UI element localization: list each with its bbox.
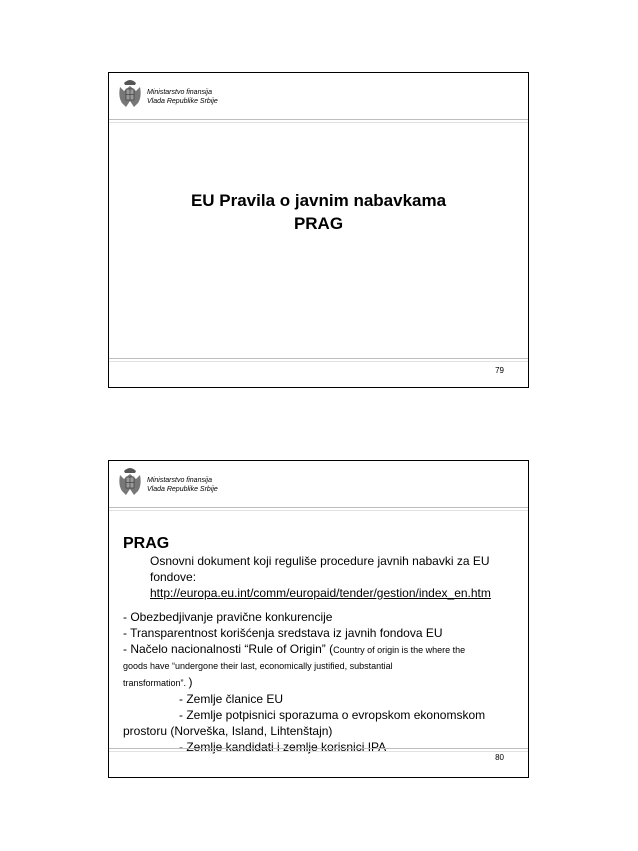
- prag-link[interactable]: http://europa.eu.int/comm/europaid/tender/gestion/index_en.htm: [150, 586, 491, 600]
- slide-body: [123, 535, 518, 755]
- bullet-rule-of-origin: - Načelo nacionalnosti “Rule of Origin” (Country of origin is the where the: [123, 642, 466, 656]
- header-divider-light: [109, 122, 528, 123]
- footer-divider: [109, 358, 528, 359]
- serbian-coat-of-arms-icon: [118, 77, 142, 111]
- organization-name: Ministarstvo finansija Vlada Republike Srbije: [147, 89, 218, 105]
- header-divider: [109, 119, 528, 120]
- footer-divider: [109, 748, 528, 749]
- footer-divider-light: [109, 751, 528, 752]
- footer-divider-light: [109, 361, 528, 362]
- bullet-transparency: - Transparentnost korišćenja sredstava iz javnih fondova EU: [123, 626, 443, 640]
- slide-header: [109, 461, 528, 507]
- intro-text: Osnovni dokument koji reguliše procedure javnih nabavki za EU fondove: http://europa.eu.int/comm/europaid/tender/gestion/index_en.htm: [123, 553, 518, 601]
- header-divider: [109, 507, 528, 508]
- page-number: 79: [495, 366, 504, 375]
- rule-of-origin-note: goods have “undergone their last, economically justified, substantial: [123, 661, 393, 671]
- organization-name: Ministarstvo finansija Vlada Republike Srbije: [147, 477, 218, 493]
- sub-eu-members: - Zemlje članice EU: [179, 692, 284, 706]
- sub-candidates: - Zemlje kandidati i zemlje korisnici IPA: [179, 740, 387, 754]
- header-divider-light: [109, 510, 528, 511]
- bullet-fair-competition: - Obezbedjivanje pravične konkurencije: [123, 610, 333, 624]
- sub-eea-signatories: - Zemlje potpisnici sporazuma o evropskom ekonomskom: [179, 708, 486, 722]
- slide-title: EU Pravila o javnim nabavkama PRAG: [190, 191, 447, 233]
- slide-80: [108, 460, 529, 778]
- slide-header: [109, 73, 528, 119]
- slide-79: [108, 72, 529, 388]
- slide-heading: PRAG: [123, 535, 170, 552]
- sub-eea-signatories-cont: prostoru (Norveška, Island, Lihtenštajn): [123, 724, 333, 738]
- serbian-coat-of-arms-icon: [118, 465, 142, 499]
- page-number: 80: [495, 753, 504, 762]
- rule-of-origin-note-end: transformation”. ): [123, 675, 193, 689]
